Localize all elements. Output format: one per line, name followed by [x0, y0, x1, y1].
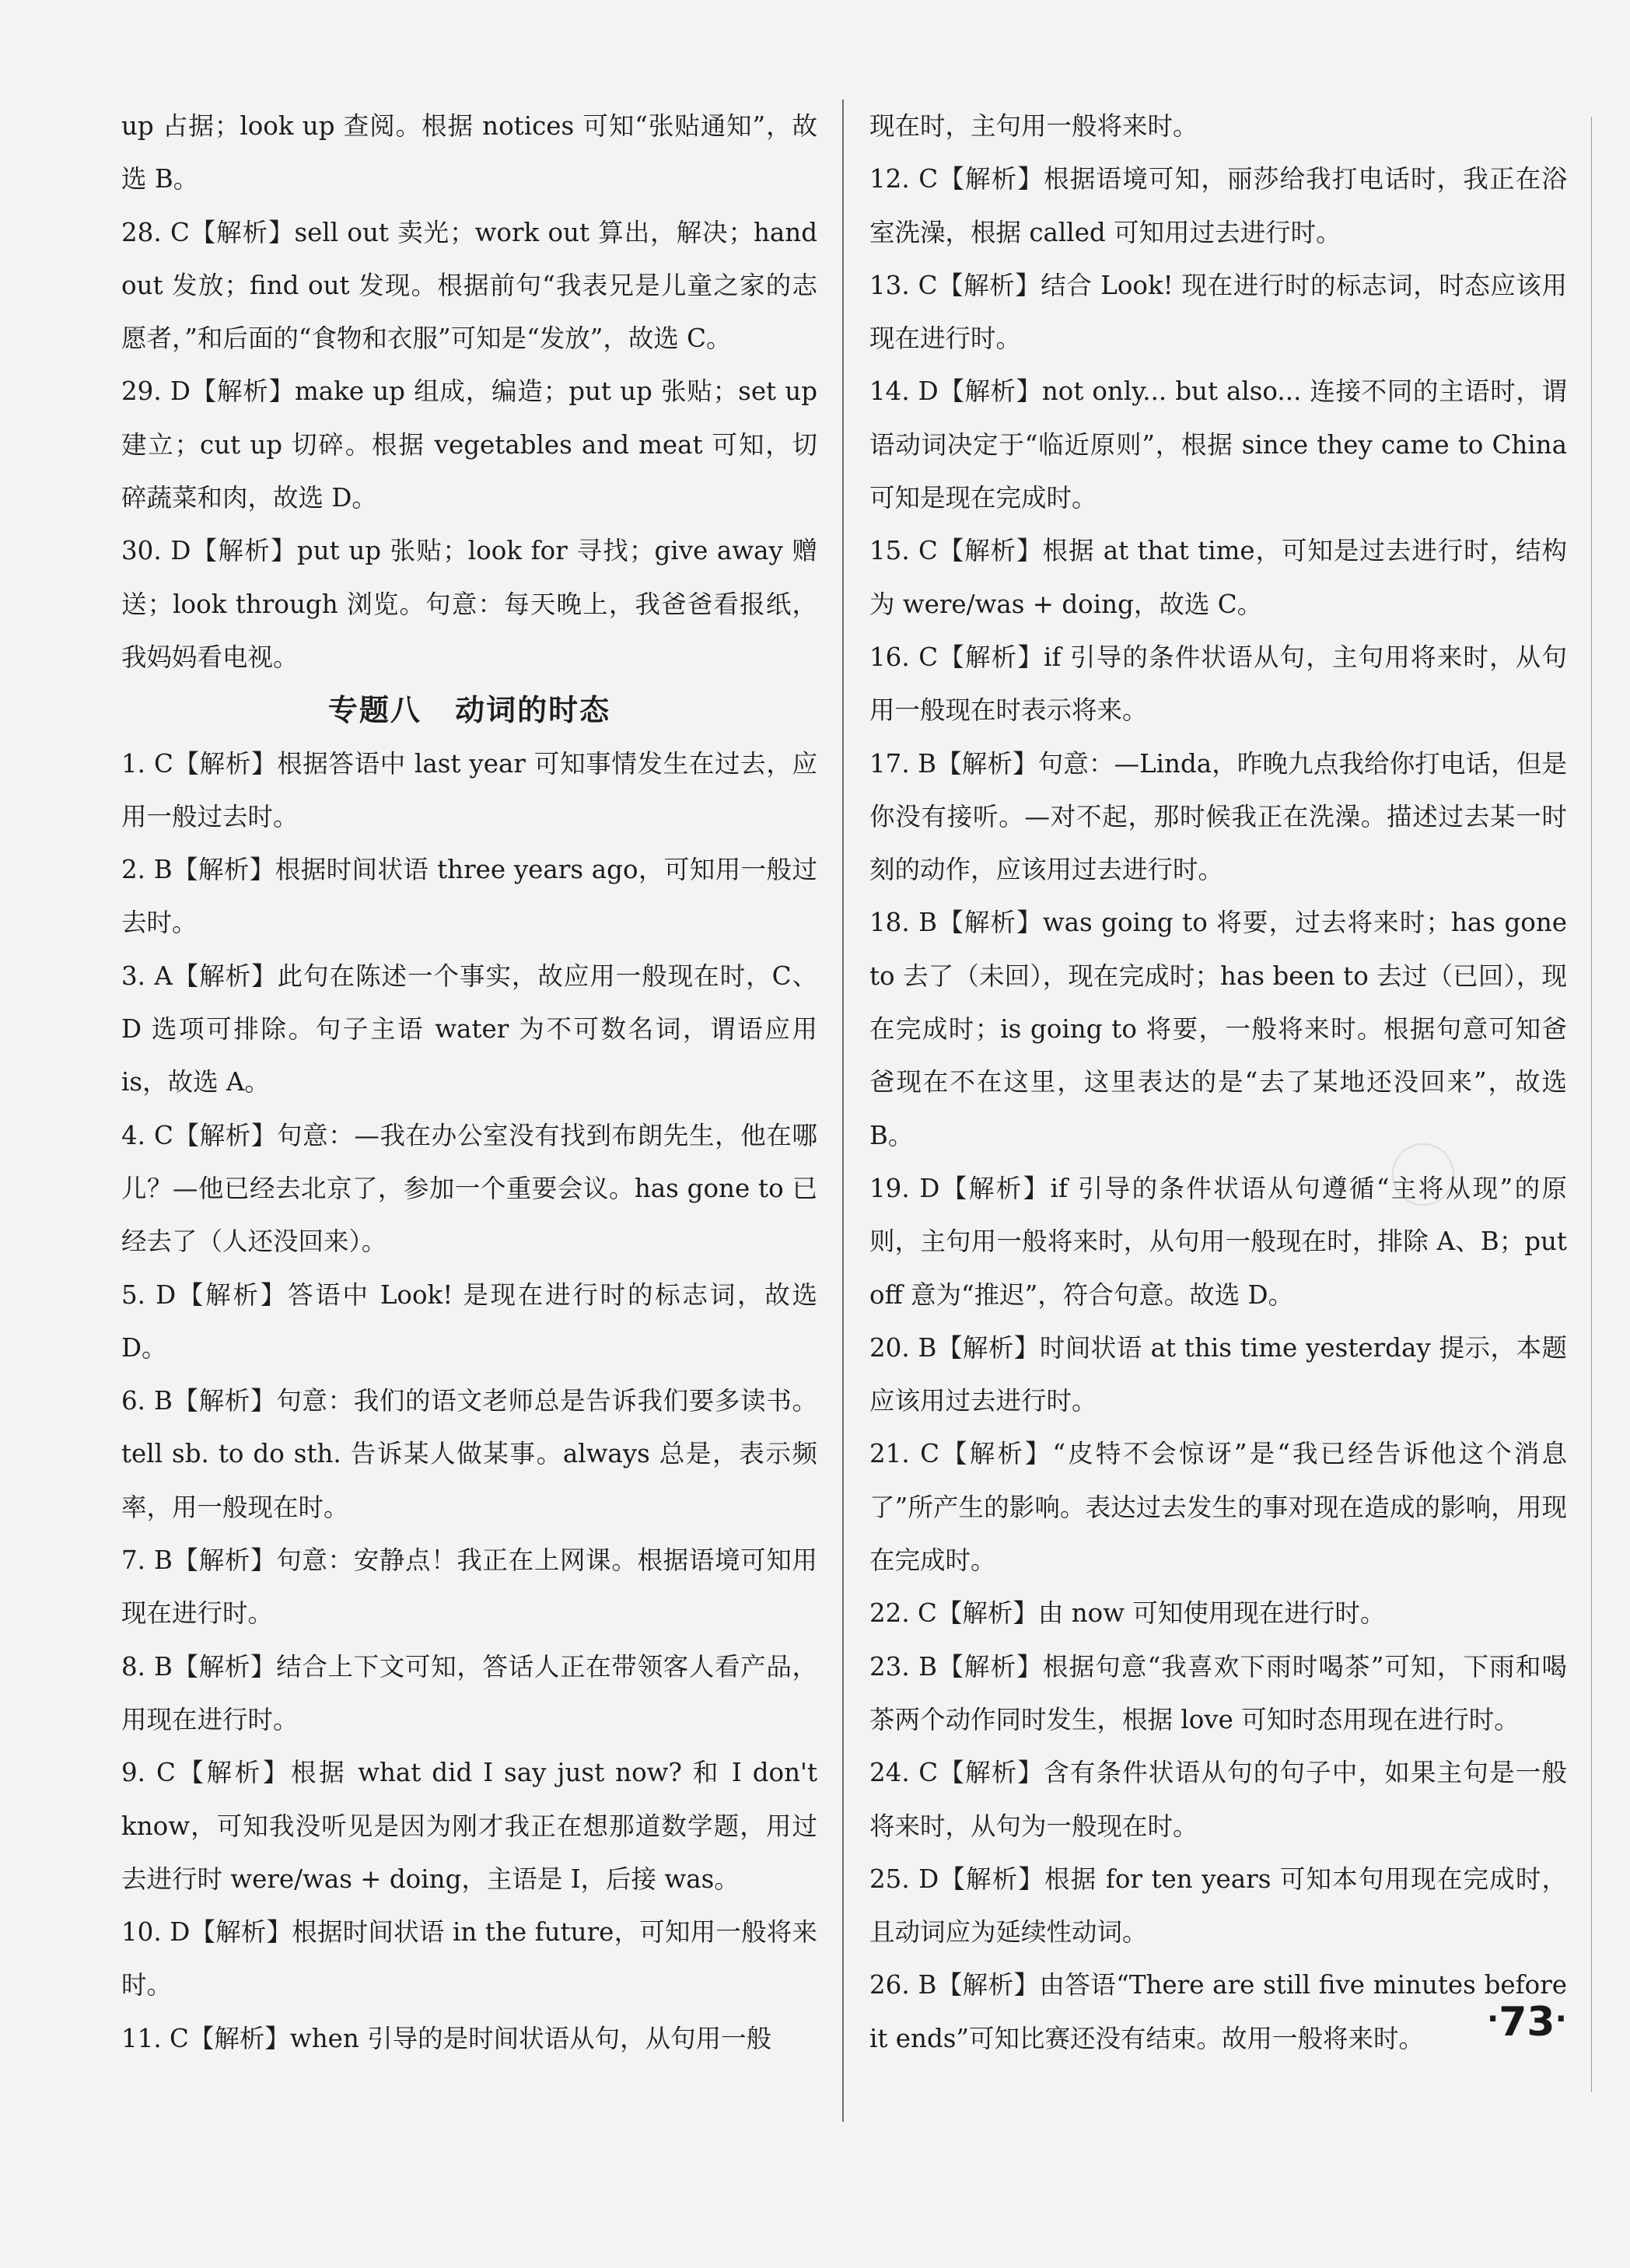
- paragraph: 现在时，主句用一般将来时。: [869, 111, 1198, 141]
- paragraph: 13. C【解析】结合 Look! 现在进行时的标志词，时态应该用现在进行时。: [869, 270, 1567, 354]
- left-column: [121, 100, 817, 2065]
- paragraph: 10. D【解析】根据时间状语 in the future，可知用一般将来时。: [121, 1917, 817, 2000]
- paragraph: 30. D【解析】put up 张贴；look for 寻找；give away 赠送；look through 浏览。句意：每天晚上，我爸爸看报纸，我妈妈看电视。: [121, 536, 817, 672]
- page-number-dot: ·: [1487, 2001, 1499, 2037]
- paragraph: 18. B【解析】was going to 将要，过去将来时；has gone to 去了（未回），现在完成时；has been to 去过（已回），现在完成时；is going to 将要，一般将来时。根据句意可知爸爸现在不在这里，这里表达的是“去了某地还没回来”，故选 B。: [869, 908, 1567, 1150]
- paragraph: 22. C【解析】由 now 可知使用现在进行时。: [869, 1598, 1386, 1629]
- paragraph: 9. C【解析】根据 what did I say just now? 和 I don't know，可知我没听见是因为刚才我正在想那道数学题，用过去进行时 were/was + doing，主语是 I，后接 was。: [121, 1758, 817, 1894]
- paragraph: 23. B【解析】根据句意“我喜欢下雨时喝茶”可知，下雨和喝茶两个动作同时发生，根据 love 可知时态用现在进行时。: [869, 1651, 1567, 1734]
- paragraph: 3. A【解析】此句在陈述一个事实，故应用一般现在时，C、D 选项可排除。句子主语 water 为不可数名词，谓语应用 is，故选 A。: [121, 961, 817, 1097]
- paragraph: 1. C【解析】根据答语中 last year 可知事情发生在过去，应用一般过去时。: [121, 748, 817, 831]
- paragraph: 6. B【解析】句意：我们的语文老师总是告诉我们要多读书。tell sb. to do sth. 告诉某人做某事。always 总是，表示频率，用一般现在时。: [121, 1386, 817, 1522]
- page-number: [1487, 1999, 1567, 2046]
- section-title: 专题八 动词的时态: [327, 692, 611, 728]
- paragraph: 16. C【解析】if 引导的条件状语从句，主句用将来时，从句用一般现在时表示将来。: [869, 642, 1567, 726]
- paragraph: 17. B【解析】句意：—Linda，昨晚九点我给你打电话，但是你没有接听。—对不起，那时候我正在洗澡。描述过去某一时刻的动作，应该用过去进行时。: [869, 748, 1567, 885]
- next-page-edge: [1591, 117, 1592, 2092]
- paragraph: 26. B【解析】由答语“There are still five minutes before it ends”可知比赛还没有结束。故用一般将来时。: [869, 1970, 1567, 2053]
- page-number-dot: ·: [1555, 2001, 1567, 2037]
- paragraph: 24. C【解析】含有条件状语从句的句子中，如果主句是一般将来时，从句为一般现在时。: [869, 1758, 1567, 1841]
- right-column: [869, 100, 1567, 2065]
- paragraph: 12. C【解析】根据语境可知，丽莎给我打电话时，我正在浴室洗澡，根据 called 可知用过去进行时。: [869, 164, 1567, 247]
- paragraph: 29. D【解析】make up 组成，编造；put up 张贴；set up 建立；cut up 切碎。根据 vegetables and meat 可知，切碎蔬菜和肉，故选 D。: [121, 376, 817, 513]
- paragraph: 7. B【解析】句意：安静点！我正在上网课。根据语境可知用现在进行时。: [121, 1545, 817, 1629]
- paragraph: 11. C【解析】when 引导的是时间状语从句，从句用一般: [121, 2023, 772, 2053]
- paragraph: 25. D【解析】根据 for ten years 可知本句用现在完成时，且动词应为延续性动词。: [869, 1864, 1567, 1948]
- paragraph: 4. C【解析】句意：—我在办公室没有找到布朗先生，他在哪儿？—他已经去北京了，参加一个重要会议。has gone to 已经去了（人还没回来）。: [121, 1120, 817, 1257]
- column-divider: [842, 100, 844, 2122]
- paragraph: 5. D【解析】答语中 Look! 是现在进行时的标志词，故选 D。: [121, 1279, 817, 1363]
- paragraph: 19. D【解析】if 引导的条件状语从句遵循“主将从现”的原则，主句用一般将来时，从句用一般现在时，排除 A、B；put off 意为“推迟”，符合句意。故选 D。: [869, 1173, 1567, 1310]
- paragraph: 8. B【解析】结合上下文可知，答话人正在带领客人看产品，用现在进行时。: [121, 1651, 817, 1734]
- paragraph: 14. D【解析】not only... but also... 连接不同的主语时，谓语动词决定于“临近原则”，根据 since they came to China 可知是现在完成时。: [869, 376, 1567, 513]
- paragraph: 28. C【解析】sell out 卖光；work out 算出，解决；hand out 发放；find out 发现。根据前句“我表兄是儿童之家的志愿者，”和后面的“食物和衣服”可知是“发放”，故选 C。: [121, 217, 817, 354]
- paragraph: 2. B【解析】根据时间状语 three years ago，可知用一般过去时。: [121, 855, 817, 938]
- paragraph: 21. C【解析】“皮特不会惊讶”是“我已经告诉他这个消息了”所产生的影响。表达过去发生的事对现在造成的影响，用现在完成时。: [869, 1439, 1567, 1576]
- paragraph: 15. C【解析】根据 at that time，可知是过去进行时，结构为 were/was + doing，故选 C。: [869, 536, 1567, 619]
- paragraph: 20. B【解析】时间状语 at this time yesterday 提示，本题应该用过去进行时。: [869, 1332, 1567, 1416]
- paragraph: up 占据；look up 查阅。根据 notices 可知“张贴通知”，故选 B。: [121, 111, 817, 194]
- page-number-value: 73: [1499, 1999, 1555, 2046]
